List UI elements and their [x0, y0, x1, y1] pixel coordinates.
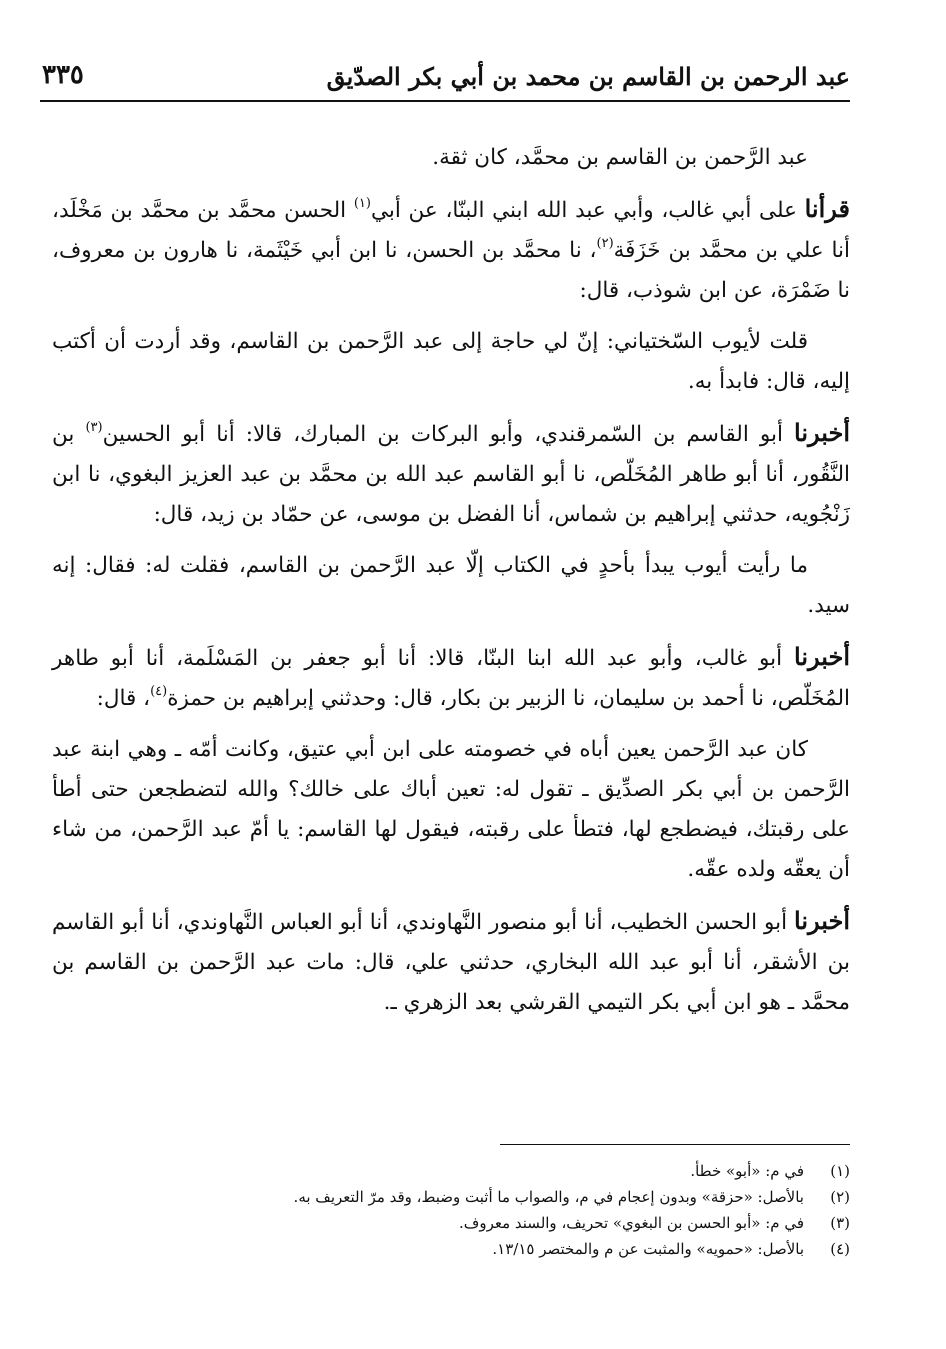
footnote-ref[interactable]: (٤)	[150, 684, 168, 699]
main-text	[52, 138, 850, 1034]
paragraph-text: على أبي غالب، وأبي عبد الله ابني البنّا، عن أبي	[370, 198, 805, 223]
paragraph-keyword: أخبرنا	[794, 418, 851, 447]
paragraph-text: ، نا محمَّد بن الحسن، نا ابن أبي خَيْثَمة، نا هارون بن معروف، نا ضَمْرَة، عن ابن شوذب، قال:	[52, 238, 850, 303]
paragraph-text: عبد الرَّحمن بن القاسم بن محمَّد، كان ثقة.	[432, 145, 808, 170]
paragraph-text: أبو الحسن الخطيب، أنا أبو منصور النَّهاوندي، أنا أبو العباس النَّهاوندي، أنا أبو القاسم بن الأشقر، أنا أبو عبد الله البخاري، حدثني علي، قال: مات عبد الرَّحمن بن القاسم بن محمَّد ـ هو ابن أبي بكر التيمي القرشي بعد الزهري ـ.	[52, 910, 850, 1015]
page-header	[40, 58, 850, 102]
paragraph-keyword: أخبرنا	[794, 906, 850, 935]
footnote	[90, 1236, 850, 1262]
page-number: ٣٣٥	[42, 60, 84, 90]
paragraph-text: كان عبد الرَّحمن يعين أباه في خصومته على ابن أبي عتيق، وكانت أمّه ـ وهي ابنة عبد الرَّحمن بن أبي بكر الصدِّيق ـ تقول له: تعين أباك على خالك؟ والله لتضطجعن حتى أطأ على رقبتك، فيضطجع لها، فتطأ على رقبته، فيقول لها القاسم: يا أمّ عبد الرَّحمن، من شاء أن يعقّه ولده عقّه.	[52, 737, 851, 882]
footnote-text: بالأصل: «حزقة» وبدون إعجام في م، والصواب ما أثبت وضبط، وقد مرّ التعريف به.	[293, 1188, 804, 1206]
footnote-ref[interactable]: (٢)	[596, 236, 614, 251]
paragraph	[52, 901, 850, 1023]
footnote-ref[interactable]: (٣)	[85, 420, 103, 435]
footnote	[90, 1210, 850, 1236]
footnote-number: (١)	[830, 1162, 850, 1180]
header-rule	[40, 100, 850, 102]
paragraph	[52, 189, 850, 311]
paragraph-text: الحسن محمَّد بن محمَّد بن مَخْلَد، أنا علي بن محمَّد بن خَزَفَة	[52, 198, 850, 263]
footnote-number: (٢)	[830, 1188, 850, 1206]
paragraph-keyword: أخبرنا	[794, 642, 850, 671]
paragraph-keyword: قرأنا	[804, 194, 850, 223]
footnotes	[90, 1158, 850, 1262]
footnote-text: بالأصل: «حمويه» والمثبت عن م والمختصر ١٣/١٥.	[492, 1240, 804, 1258]
footnote	[90, 1184, 850, 1210]
running-title: عبد الرحمن بن القاسم بن محمد بن أبي بكر الصدّيق	[326, 62, 850, 91]
footnote-number: (٤)	[830, 1240, 850, 1258]
paragraph	[52, 322, 850, 402]
paragraph	[52, 730, 850, 890]
paragraph-text: قلت لأيوب السّختياني: إنّ لي حاجة إلى عبد الرَّحمن بن القاسم، وقد أردت أن أكتب إليه، قال: فابدأ به.	[52, 329, 850, 394]
paragraph-text: ما رأيت أيوب يبدأ بأحدٍ في الكتاب إلّا عبد الرَّحمن بن القاسم، فقلت له: فقال: إنه سيد.	[52, 553, 850, 618]
footnote-ref[interactable]: (١)	[353, 196, 371, 211]
footnote-text: في م: «أبو» خطأ.	[690, 1162, 804, 1180]
paragraph-text: أبو القاسم بن السّمرقندي، وأبو البركات بن المبارك، قالا: أنا أبو الحسين	[102, 422, 795, 447]
footnote	[90, 1158, 850, 1184]
paragraph	[52, 138, 850, 178]
paragraph-text: ، قال:	[96, 686, 151, 711]
paragraph-text: بن النَّقُور، أنا أبو طاهر المُخَلّص، نا أبو القاسم عبد الله بن محمَّد بن عبد العزيز البغوي، نا ابن زَنْجُويه، حدثني إبراهيم بن شماس، أنا الفضل بن موسى، عن حمّاد بن زيد، قال:	[52, 422, 850, 527]
footnote-separator	[500, 1144, 850, 1145]
paragraph	[52, 413, 850, 535]
footnote-number: (٣)	[830, 1214, 850, 1232]
paragraph	[52, 637, 850, 719]
footnote-text: في م: «أبو الحسن بن البغوي» تحريف، والسند معروف.	[459, 1214, 804, 1232]
paragraph-text: أبو غالب، وأبو عبد الله ابنا البنّا، قالا: أنا أبو جعفر بن المَسْلَمة، أنا أبو طاهر المُخَلّص، نا أحمد بن سليمان، نا الزبير بن بكار، قال: وحدثني إبراهيم بن حمزة	[52, 646, 850, 711]
paragraph	[52, 546, 850, 626]
